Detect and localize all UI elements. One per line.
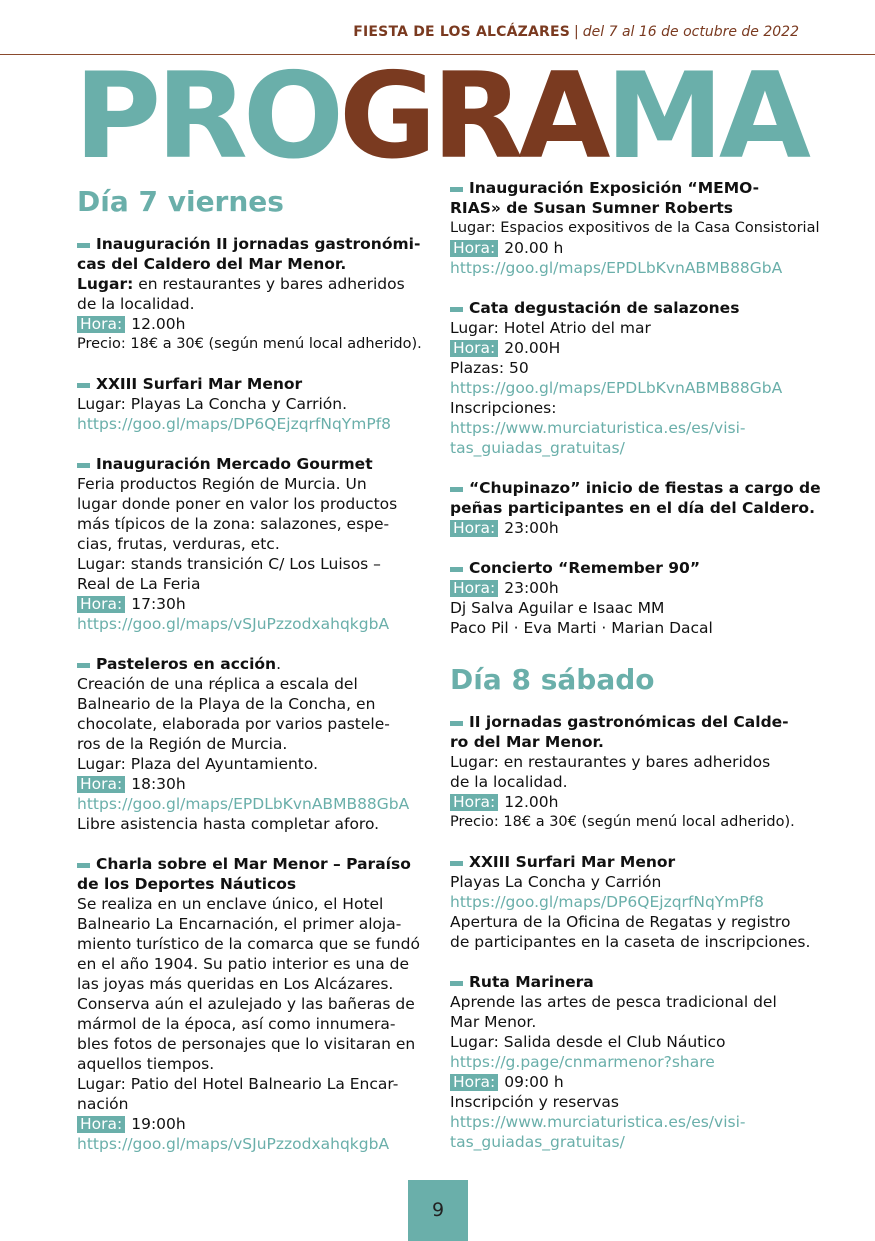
event-chupinazo <box>450 478 821 538</box>
map-link[interactable]: https://goo.gl/maps/vSJuPzzodxahqkgbA <box>77 615 390 633</box>
event-hora: Hora: 18:30h <box>77 774 431 794</box>
event-lugar: de la localidad. <box>77 295 195 313</box>
event-text: de participantes en la caseta de inscripciones. <box>450 933 811 951</box>
hora-label: Hora: <box>77 316 125 333</box>
event-text: Mar Menor. <box>450 1013 537 1031</box>
event-lugar: Lugar: Espacios expositivos de la Casa Consistorial <box>450 220 820 236</box>
bullet-bar-icon <box>450 187 463 192</box>
event-title: II jornadas gastronómicas del Calde- <box>450 712 804 732</box>
event-hora: Hora: 12.00h <box>450 792 804 812</box>
event-title: Concierto “Remember 90” <box>450 558 804 578</box>
hora-label: Hora: <box>450 794 498 811</box>
event-title: de los Deportes Náuticos <box>77 875 297 893</box>
event-hora: Hora: 09:00 h <box>450 1072 804 1092</box>
event-title: Ruta Marinera <box>450 972 804 992</box>
title-part-ma: MA <box>605 48 806 186</box>
event-text: Se realiza en un enclave único, el Hotel <box>77 895 384 913</box>
event-title: Inauguración II jornadas gastronómi- <box>77 234 431 254</box>
event-title: Pasteleros en acción. <box>77 654 431 674</box>
event-title: RIAS» de Susan Sumner Roberts <box>450 199 733 217</box>
map-link[interactable]: https://goo.gl/maps/EPDLbKvnABMB88GbA <box>450 259 783 277</box>
hora-label: Hora: <box>450 1074 498 1091</box>
event-lugar: Playas La Concha y Carrión <box>450 873 662 891</box>
event-text: chocolate, elaborada por varios pastele- <box>77 715 390 733</box>
day-8-heading: Día 8 sábado <box>450 663 655 696</box>
bullet-bar-icon <box>77 663 90 668</box>
event-hora: Hora: 19:00h <box>77 1114 431 1134</box>
event-text: lugar donde poner en valor los productos <box>77 495 398 513</box>
event-lugar: Lugar: Salida desde el Club Náutico <box>450 1033 726 1051</box>
hora-label: Hora: <box>77 776 125 793</box>
event-title: Inauguración Exposición “MEMO- <box>450 178 804 198</box>
bullet-bar-icon <box>77 463 90 468</box>
event-text: Dj Salva Aguilar e Isaac MM <box>450 599 665 617</box>
hora-label: Hora: <box>450 580 498 597</box>
event-hora: Hora: 23:00h <box>450 578 804 598</box>
event-text: cias, frutas, verduras, etc. <box>77 535 280 553</box>
event-cata-salazones <box>450 298 804 458</box>
map-link[interactable]: https://goo.gl/maps/vSJuPzzodxahqkgbA <box>77 1135 390 1153</box>
event-text: Apertura de la Oficina de Regatas y registro <box>450 913 791 931</box>
map-link[interactable]: https://goo.gl/maps/EPDLbKvnABMB88GbA <box>77 795 410 813</box>
event-text: bles fotos de personajes que lo visitaran en <box>77 1035 416 1053</box>
event-lugar: Lugar: Playas La Concha y Carrión. <box>77 395 347 413</box>
page-title <box>74 50 806 186</box>
bullet-bar-icon <box>450 721 463 726</box>
header-dates: del 7 al 16 de octubre de 2022 <box>582 24 799 40</box>
event-lugar: Lugar: Hotel Atrio del mar <box>450 319 651 337</box>
title-part-gra: GRA <box>339 48 606 186</box>
header-title: FIESTA DE LOS ALCÁZARES <box>353 24 571 40</box>
left-column <box>77 178 431 1174</box>
event-hora: Hora: 23:00h <box>450 518 804 538</box>
event-lugar: Lugar: Patio del Hotel Balneario La Encar- <box>77 1075 399 1093</box>
event-title: XXIII Surfari Mar Menor <box>77 374 431 394</box>
event-text: Aprende las artes de pesca tradicional del <box>450 993 777 1011</box>
event-lugar: Lugar: en restaurantes y bares adheridos <box>77 275 405 293</box>
event-note: Libre asistencia hasta completar aforo. <box>77 815 380 833</box>
event-lugar: de la localidad. <box>450 773 568 791</box>
page-number: 9 <box>408 1180 468 1241</box>
event-concierto-remember <box>450 558 804 638</box>
map-link[interactable]: https://goo.gl/maps/DP6QEjzqrfNqYmPf8 <box>77 415 392 433</box>
event-precio: Precio: 18€ a 30€ (según menú local adherido). <box>450 814 795 830</box>
bullet-bar-icon <box>450 981 463 986</box>
event-text: Feria productos Región de Murcia. Un <box>77 475 367 493</box>
event-text: más típicos de la zona: salazones, espe- <box>77 515 390 533</box>
event-ruta-marinera <box>450 972 804 1152</box>
inscription-link[interactable]: https://www.murciaturistica.es/es/visi- <box>450 419 746 437</box>
event-title: XXIII Surfari Mar Menor <box>450 852 804 872</box>
page-header <box>353 24 799 40</box>
event-precio: Precio: 18€ a 30€ (según menú local adherido). <box>77 336 422 352</box>
header-separator: | <box>574 24 579 40</box>
event-charla-mar-menor <box>77 854 431 1154</box>
event-title: Inauguración Mercado Gourmet <box>77 454 431 474</box>
event-exposicion-memorias <box>450 178 820 278</box>
bullet-bar-icon <box>450 487 463 492</box>
bullet-bar-icon <box>450 861 463 866</box>
hora-label: Hora: <box>77 1116 125 1133</box>
event-jornadas-caldero <box>450 712 804 832</box>
event-text: ros de la Región de Murcia. <box>77 735 288 753</box>
event-title: “Chupinazo” inicio de fiestas a cargo de <box>450 478 804 498</box>
event-title: Charla sobre el Mar Menor – Paraíso <box>77 854 431 874</box>
inscription-link[interactable]: tas_guiadas_gratuitas/ <box>450 439 625 457</box>
inscription-link[interactable]: tas_guiadas_gratuitas/ <box>450 1133 625 1151</box>
event-text: en el año 1904. Su patio interior es una de <box>77 955 410 973</box>
hora-label: Hora: <box>450 340 498 357</box>
event-lugar: nación <box>77 1095 129 1113</box>
event-inscripciones: Inscripciones: <box>450 399 557 417</box>
event-text: mármol de la época, así como innumera- <box>77 1015 396 1033</box>
event-title: ro del Mar Menor. <box>450 733 604 751</box>
event-lugar: Lugar: en restaurantes y bares adheridos <box>450 753 771 771</box>
event-text: miento turístico de la comarca que se fundó <box>77 935 420 953</box>
event-text: Balneario de la Playa de la Concha, en <box>77 695 376 713</box>
event-lugar: Lugar: Plaza del Ayuntamiento. <box>77 755 319 773</box>
bullet-bar-icon <box>77 383 90 388</box>
bullet-bar-icon <box>450 567 463 572</box>
event-text: Creación de una réplica a escala del <box>77 675 358 693</box>
event-text: las joyas más queridas en Los Alcázares. <box>77 975 394 993</box>
event-lugar: Real de La Feria <box>77 575 201 593</box>
event-text: Balneario La Encarnación, el primer alojа- <box>77 915 402 933</box>
event-inscripciones: Inscripción y reservas <box>450 1093 619 1111</box>
title-part-pro: PRO <box>74 48 340 186</box>
bullet-bar-icon <box>77 863 90 868</box>
event-text: Paco Pil · Eva Marti · Marian Dacal <box>450 619 713 637</box>
map-link[interactable]: https://goo.gl/maps/EPDLbKvnABMB88GbA <box>450 379 783 397</box>
map-link[interactable]: https://goo.gl/maps/DP6QEjzqrfNqYmPf8 <box>450 893 765 911</box>
event-title: peñas participantes en el día del Caldero. <box>450 499 815 517</box>
event-title: Cata degustación de salazones <box>450 298 804 318</box>
event-plazas: Plazas: 50 <box>450 359 529 377</box>
event-hora: Hora: 20.00H <box>450 338 804 358</box>
event-lugar: Lugar: stands transición C/ Los Luisos – <box>77 555 381 573</box>
hora-label: Hora: <box>450 520 498 537</box>
right-column <box>450 178 821 1172</box>
event-text: aquellos tiempos. <box>77 1055 215 1073</box>
hora-label: Hora: <box>77 596 125 613</box>
bullet-bar-icon <box>450 307 463 312</box>
hora-label: Hora: <box>450 240 498 257</box>
event-surfari-sabado <box>450 852 811 952</box>
event-mercado-gourmet <box>77 454 431 634</box>
day-7-heading: Día 7 viernes <box>77 185 284 218</box>
event-hora: Hora: 12.00h <box>77 314 431 334</box>
bullet-bar-icon <box>77 243 90 248</box>
event-hora: Hora: 20.00 h <box>450 238 804 258</box>
event-title: cas del Caldero del Mar Menor. <box>77 255 347 273</box>
event-pasteleros <box>77 654 431 834</box>
event-hora: Hora: 17:30h <box>77 594 431 614</box>
event-inauguracion-jornadas <box>77 234 431 354</box>
event-surfari <box>77 374 431 434</box>
share-link[interactable]: https://g.page/cnmarmenor?share <box>450 1053 715 1071</box>
inscription-link[interactable]: https://www.murciaturistica.es/es/visi- <box>450 1113 746 1131</box>
event-text: Conserva aún el azulejado y las bañeras de <box>77 995 415 1013</box>
